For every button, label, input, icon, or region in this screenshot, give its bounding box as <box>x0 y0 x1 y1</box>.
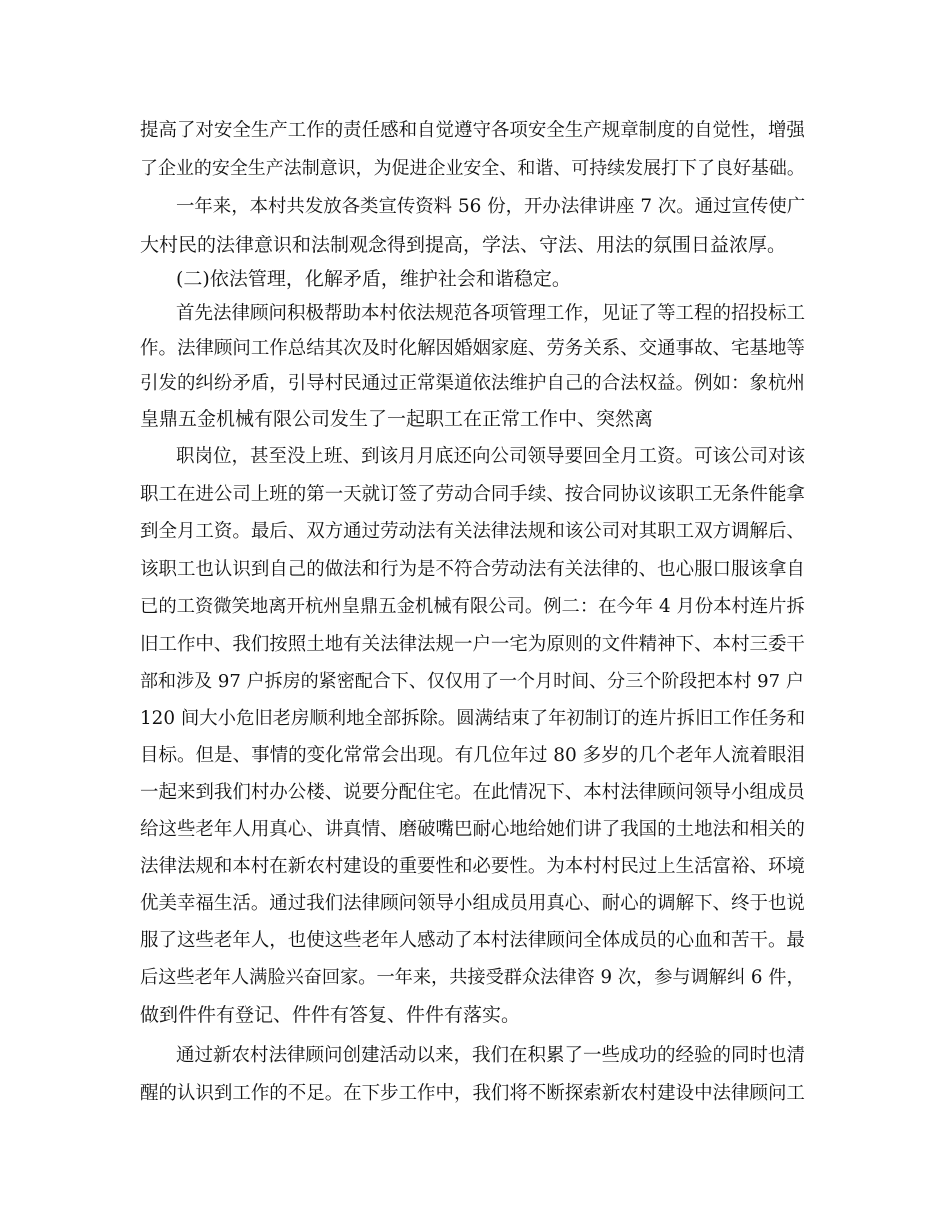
text-line: 给这些老年人用真心、讲真情、磨破嘴巴耐心地给她们讲了我国的土地法和相关的 <box>140 819 805 840</box>
section-heading: (二)依法管理，化解矛盾，维护社会和谐稳定。 <box>176 268 571 290</box>
text-line: 该职工也认识到自己的做法和行为是不符合劳动法有关法律的、也心服口服该拿自 <box>140 559 805 580</box>
text-line: 大村民的法律意识和法制观念得到提高，学法、守法、用法的氛围日益浓厚。 <box>140 234 787 256</box>
text-line: 部和涉及 97 户拆房的紧密配合下、仅仅用了一个月时间、分三个阶段把本村 97 户 <box>140 671 804 692</box>
text-line: 已的工资微笑地离开杭州皇鼎五金机械有限公司。例二：在今年 4 月份本村连片拆 <box>140 596 805 617</box>
text-line: 到全月工资。最后、双方通过劳动法有关法律法规和该公司对其职工双方调解后、 <box>140 521 805 542</box>
text-line: 作。法律顾问工作总结其次及时化解因婚姻家庭、劳务关系、交通事故、宅基地等 <box>140 338 805 359</box>
text-line: 职岗位，甚至没上班、到该月月底还向公司领导要回全月工资。可该公司对该 <box>176 446 806 467</box>
text-line: 120 间大小危旧老房顺利地全部拆除。圆满结束了年初制订的连片拆旧工作任务和 <box>140 708 806 729</box>
text-line: 法律法规和本村在新农村建设的重要性和必要性。为本村村民过上生活富裕、环境 <box>140 856 805 877</box>
text-line: 一起来到我们村办公楼、说要分配住宅。在此情况下、本村法律顾问领导小组成员 <box>140 782 805 803</box>
text-line: 了企业的安全生产法制意识，为促进企业安全、和谐、可持续发展打下了良好基础。 <box>140 158 805 179</box>
text-line: 通过新农村法律顾问创建活动以来，我们在积累了一些成功的经验的同时也清 <box>176 1045 806 1066</box>
text-line: 一年来，本村共发放各类宣传资料 56 份，开办法律讲座 7 次。通过宣传使广 <box>176 196 806 217</box>
text-line: 引发的纠纷矛盾，引导村民通过正常渠道依法维护自己的合法权益。例如：象杭州 <box>140 373 805 394</box>
text-line: 做到件件有登记、件件有答复、件件有落实。 <box>140 1004 521 1026</box>
text-line: 目标。但是、事情的变化常常会出现。有几位年过 80 多岁的几个老年人流着眼泪 <box>140 745 805 766</box>
text-line: 皇鼎五金机械有限公司发生了一起职工在正常工作中、突然离 <box>140 408 654 430</box>
text-line: 职工在进公司上班的第一天就订签了劳动合同手续、按合同协议该职工无条件能拿 <box>140 484 805 505</box>
text-line: 优美幸福生活。通过我们法律顾问领导小组成员用真心、耐心的调解下、终于也说 <box>140 893 805 914</box>
text-line: 提高了对安全生产工作的责任感和自觉遵守各项安全生产规章制度的自觉性，增强 <box>140 120 805 141</box>
text-line: 服了这些老年人，也使这些老年人感动了本村法律顾问全体成员的心血和苦干。最 <box>140 930 805 951</box>
text-line: 醒的认识到工作的不足。在下步工作中，我们将不断探索新农村建设中法律顾问工 <box>140 1083 805 1104</box>
text-line: 旧工作中、我们按照土地有关法律法规一户一宅为原则的文件精神下、本村三委干 <box>140 634 805 655</box>
text-line: 首先法律顾问积极帮助本村依法规范各项管理工作，见证了等工程的招投标工 <box>176 303 806 324</box>
text-line: 后这些老年人满脸兴奋回家。一年来，共接受群众法律咨 9 次，参与调解纠 6 件， <box>140 967 805 988</box>
